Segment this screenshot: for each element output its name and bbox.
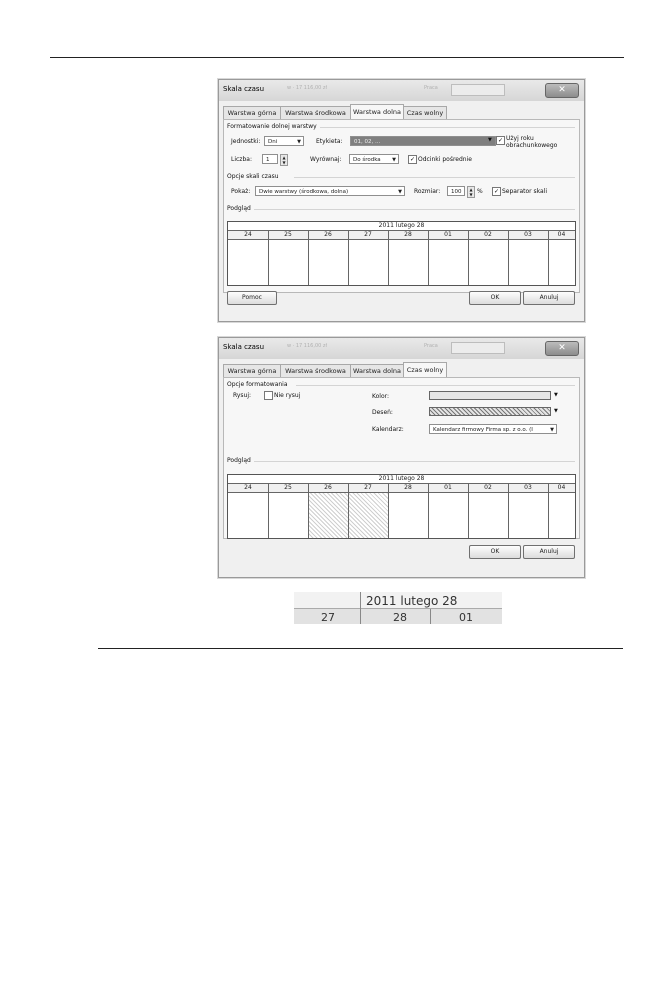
preview-bottom-tier — [228, 484, 575, 493]
tab-bottom-tier[interactable]: Warstwa dolna — [350, 104, 404, 120]
pattern-swatch[interactable] — [429, 407, 551, 416]
chevron-down-icon: ▼ — [392, 157, 396, 163]
preview-header: 2011 lutego 28 — [378, 475, 425, 482]
background-cost-text: w · 17 116,00 zł — [287, 85, 327, 91]
preview-day: 26 — [324, 231, 332, 238]
preview-middle-tier — [228, 475, 575, 484]
count-value: 1 — [266, 157, 270, 163]
tab-nonworking-time[interactable]: Czas wolny — [403, 106, 447, 119]
size-value: 100 — [451, 189, 462, 195]
background-field — [451, 342, 505, 354]
section-divider — [294, 177, 575, 178]
tab-top-tier[interactable]: Warstwa górna — [223, 106, 281, 119]
section-options-title: Opcje skali czasu — [227, 173, 279, 180]
units-select[interactable] — [264, 136, 304, 146]
preview-day: 04 — [557, 231, 566, 238]
timescale-preview — [227, 474, 576, 539]
background-work-text: Praca — [424, 85, 438, 91]
preview-bottom-tier — [228, 231, 575, 240]
background-field — [451, 84, 505, 96]
timescale-zoom-strip — [294, 592, 502, 624]
title-bar — [219, 80, 584, 101]
dialog-title: Skala czasu — [223, 343, 265, 351]
preview-day: 28 — [404, 231, 412, 238]
chevron-down-icon[interactable]: ▼ — [554, 392, 558, 398]
units-value: Dni — [268, 139, 278, 145]
preview-day: 01 — [444, 484, 452, 491]
show-value: Dwie warstwy (środkowa, dolna) — [259, 189, 349, 195]
preview-day: 24 — [244, 484, 252, 491]
preview-day: 03 — [524, 231, 532, 238]
no-draw-label: Nie rysuj — [274, 392, 301, 399]
preview-day: 24 — [244, 231, 252, 238]
preview-day: 04 — [557, 484, 566, 491]
chevron-down-icon: ▼ — [398, 189, 402, 195]
dialog-title: Skala czasu — [223, 85, 265, 93]
preview-day: 25 — [284, 484, 292, 491]
count-input[interactable] — [262, 154, 278, 164]
ok-button[interactable]: OK — [469, 291, 521, 305]
preview-header: 2011 lutego 28 — [378, 222, 425, 229]
section-divider — [296, 385, 575, 386]
color-swatch[interactable] — [429, 391, 551, 400]
align-label: Wyrównaj: — [310, 156, 342, 163]
size-spinner[interactable]: ▲ ▼ — [467, 186, 475, 198]
color-label: Kolor: — [372, 393, 390, 400]
fiscal-year-label: Użyj roku obrachunkowego — [506, 135, 558, 149]
title-bar — [219, 338, 584, 359]
tab-top-tier[interactable]: Warstwa górna — [223, 364, 281, 377]
calendar-value: Kalendarz firmowy Firma sp. z o.o. (I — [433, 427, 533, 433]
align-select[interactable] — [349, 154, 399, 164]
preview-middle-tier — [228, 222, 575, 231]
zoom-header: 2011 lutego 28 — [366, 594, 458, 608]
background-cost-text: w · 17 116,00 zł — [287, 343, 327, 349]
draw-label: Rysuj: — [233, 392, 252, 399]
size-input[interactable] — [447, 186, 465, 196]
calendar-select[interactable] — [429, 424, 557, 434]
section-divider — [320, 127, 575, 128]
timescale-preview — [227, 221, 576, 286]
count-label: Liczba: — [231, 156, 252, 163]
label-select[interactable] — [350, 136, 496, 146]
preview-day: 27 — [364, 231, 372, 238]
help-button[interactable]: Pomoc — [227, 291, 277, 305]
background-work-text: Praca — [424, 343, 438, 349]
show-label: Pokaż: — [231, 188, 251, 195]
tab-bottom-tier[interactable]: Warstwa dolna — [350, 364, 404, 377]
preview-day: 03 — [524, 484, 532, 491]
zoom-day: 01 — [459, 611, 473, 624]
timescale-dialog-bottom-tier — [218, 79, 585, 322]
preview-day: 01 — [444, 231, 452, 238]
preview-title: Podgląd — [227, 205, 251, 212]
separator-label: Separator skali — [502, 188, 548, 195]
chevron-down-icon: ▼ — [550, 427, 554, 433]
align-value: Do środka — [353, 157, 381, 163]
no-draw-checkbox[interactable] — [264, 391, 273, 400]
show-select[interactable] — [255, 186, 405, 196]
label-label: Etykieta: — [316, 138, 343, 145]
tab-middle-tier[interactable]: Warstwa środkowa — [280, 106, 351, 119]
section-divider — [254, 461, 575, 462]
section-format-title: Formatowanie dolnej warstwy — [227, 123, 317, 130]
section-format-title: Opcje formatowania — [227, 381, 288, 388]
tab-nonworking-time[interactable]: Czas wolny — [403, 362, 447, 378]
preview-day: 27 — [364, 484, 372, 491]
count-spinner[interactable]: ▲ ▼ — [280, 154, 288, 166]
calendar-label: Kalendarz: — [372, 426, 404, 433]
close-button[interactable] — [545, 83, 579, 98]
section-divider — [254, 209, 575, 210]
zoom-day: 28 — [393, 611, 407, 624]
zoom-day: 27 — [321, 611, 335, 624]
pattern-label: Deseń: — [372, 409, 393, 416]
chevron-down-icon: ▼ — [297, 139, 301, 145]
preview-day: 02 — [484, 231, 492, 238]
page-top-rule — [50, 57, 624, 58]
chevron-down-icon[interactable]: ▼ — [488, 137, 492, 143]
size-unit: % — [477, 188, 483, 195]
preview-day: 26 — [324, 484, 332, 491]
close-icon: ✕ — [558, 85, 566, 95]
close-icon: ✕ — [558, 343, 566, 353]
chevron-down-icon[interactable]: ▼ — [554, 408, 558, 414]
cancel-button[interactable]: Anuluj — [523, 545, 575, 559]
fiscal-year-checkbox[interactable]: ✓ — [497, 137, 504, 144]
preview-title: Podgląd — [227, 457, 251, 464]
cancel-button[interactable]: Anuluj — [523, 291, 575, 305]
units-label: Jednostki: — [231, 138, 261, 145]
preview-day: 28 — [404, 484, 412, 491]
page-bottom-rule — [98, 648, 623, 649]
size-label: Rozmiar: — [414, 188, 441, 195]
tab-middle-tier[interactable]: Warstwa środkowa — [280, 364, 351, 377]
ticks-checkbox[interactable]: ✓ — [409, 156, 416, 163]
ok-button[interactable]: OK — [469, 545, 521, 559]
separator-checkbox[interactable]: ✓ — [493, 188, 500, 195]
close-button[interactable] — [545, 341, 579, 356]
ticks-label: Odcinki pośrednie — [418, 156, 472, 163]
preview-day: 25 — [284, 231, 292, 238]
label-value: 01, 02, ... — [354, 139, 381, 145]
preview-day: 02 — [484, 484, 492, 491]
timescale-dialog-nonworking — [218, 337, 585, 578]
